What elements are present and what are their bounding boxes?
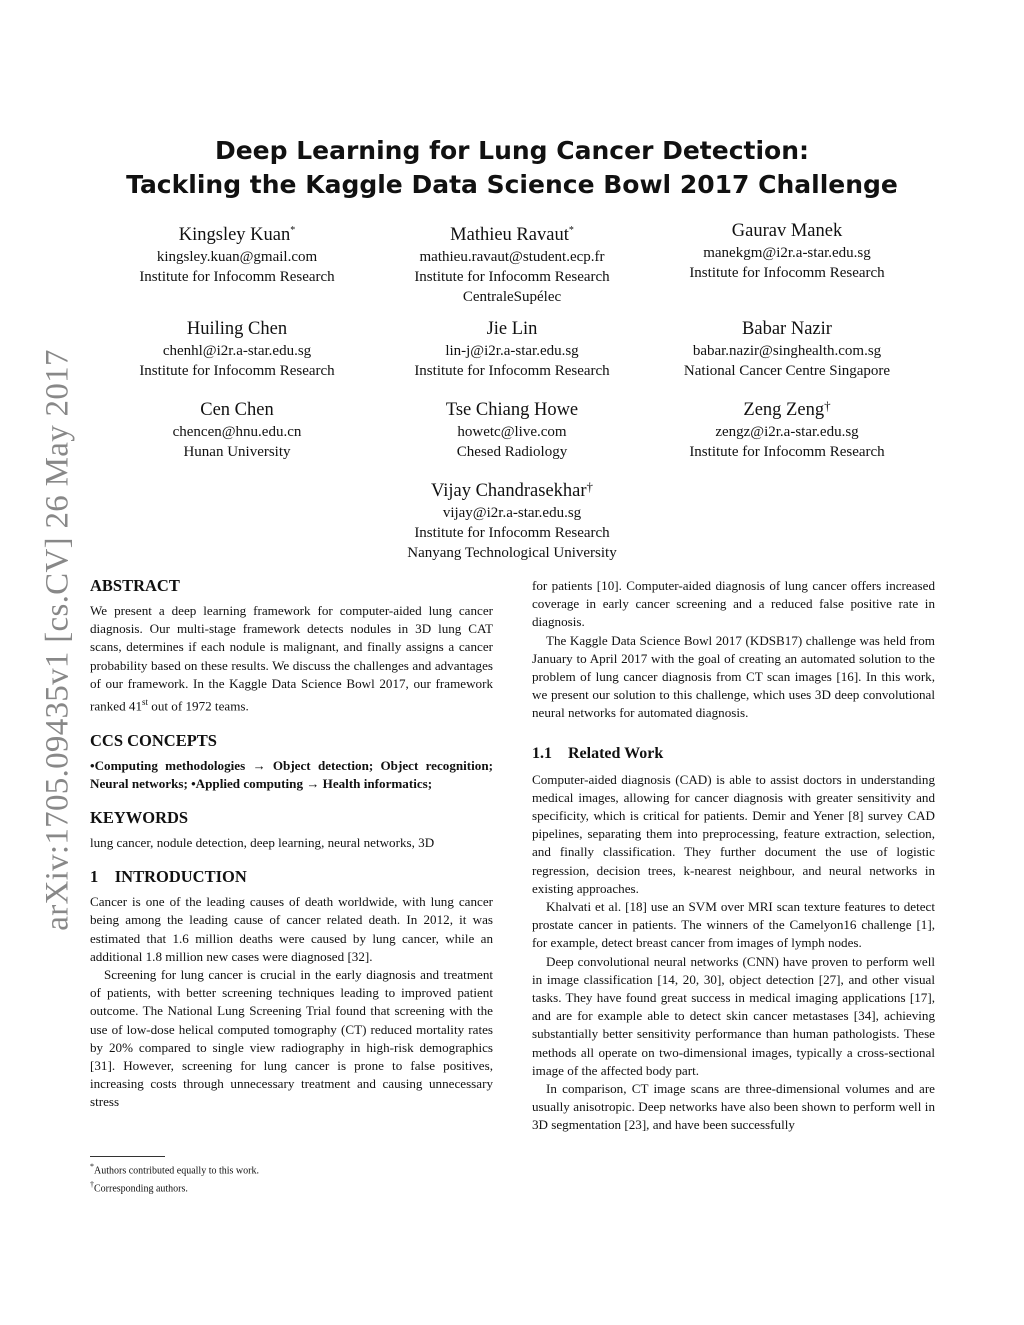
author-block — [352, 219, 672, 307]
author-name: Cen Chen — [200, 400, 274, 420]
intro-paragraph: The Kaggle Data Science Bowl 2017 (KDSB17) challenge was held from January to April 2017 with the goal of creating an automated solution to the problem of lung cancer diagnosis from CT scan images [16]. In this work, we present our solution to this challenge, which uses 3D deep convolutional neural networks for automated diagnosis. — [532, 632, 935, 721]
related-work-paragraph: Computer-aided diagnosis (CAD) is able to assist doctors in understanding medical images, allowing for cancer diagnosis with greater sensitivity and specificity, which is critical for patients. Demir and Yener [8] survey CAD pipelines, separating them into preprocessing, feature extraction, selection, and finally classification. They further document the use of logistic regression, decision trees, k-nearest neighbour, and neural networks in existing approaches. — [532, 771, 935, 896]
author-name: Huiling Chen — [186, 319, 288, 339]
paper-title — [0, 134, 1024, 202]
author-affiliation: Chesed Radiology — [456, 444, 568, 460]
footnotes — [90, 1156, 493, 1197]
related-work-paragraph: Khalvati et al. [18] use an SVM over MRI scan texture features to detect prostate cancer in patients. The winners of the Camelyon16 challenge [1], for example, detect breast cancer from images of lymph nodes. — [532, 899, 935, 951]
intro-paragraph: for patients [10]. Computer-aided diagnosis of lung cancer offers increased coverage in early cancer screening and a reduced false positive rate in diagnosis. — [532, 578, 935, 630]
author-affiliation: Hunan University — [183, 444, 291, 460]
author-email: howetc@live.com — [457, 424, 567, 440]
related-work-heading: 1.1 Related Work — [532, 744, 664, 762]
author-email: vijay@i2r.a-star.edu.sg — [442, 505, 582, 521]
ccs-heading: CCS CONCEPTS — [90, 730, 217, 750]
author-block — [352, 317, 672, 381]
author-email: mathieu.ravaut@student.ecp.fr — [419, 249, 605, 266]
author-affiliation: Institute for Infocomm Research — [414, 363, 610, 379]
intro-paragraph: Screening for lung cancer is crucial in the early diagnosis and treatment of patients, with better screening techniques leading to improved patient outcome. The National Lung Screening Trial found that screening with the use of low-dose helical computed tomography (CT) reduced mortality rates by 20% compared to single view radiography in high-risk demographics [31]. However, screening for lung cancer is prone to false positives, increasing costs through unnecessary treatment and causing unnecessary stress — [90, 967, 493, 1110]
author-email: kingsley.kuan@gmail.com — [156, 249, 318, 266]
author-block — [77, 219, 397, 287]
abstract-heading: ABSTRACT — [90, 576, 180, 595]
keywords-heading: KEYWORDS — [90, 807, 189, 827]
author-affiliation: Institute for Infocomm Research — [689, 265, 885, 281]
title-line-1: Deep Learning for Lung Cancer Detection: — [214, 136, 810, 165]
author-email: zengz@i2r.a-star.edu.sg — [715, 424, 859, 440]
author-email: lin-j@i2r.a-star.edu.sg — [445, 343, 579, 359]
author-email: chencen@hnu.edu.cn — [172, 424, 302, 440]
author-name: Gaurav Manek — [731, 221, 843, 241]
author-affiliation-2: CentraleSupélec — [462, 289, 562, 306]
author-email: manekgm@i2r.a-star.edu.sg — [703, 245, 871, 261]
author-affiliation: Institute for Infocomm Research — [689, 444, 885, 460]
author-name: Babar Nazir — [742, 319, 832, 339]
author-affiliation: Institute for Infocomm Research — [139, 363, 335, 379]
author-email: chenhl@i2r.a-star.edu.sg — [162, 343, 312, 359]
author-affiliation: Institute for Infocomm Research — [139, 269, 335, 286]
author-email: babar.nazir@singhealth.com.sg — [692, 343, 882, 359]
related-work-paragraph: Deep convolutional neural networks (CNN) have proven to perform well in image classification [14, 20, 30], object detection [27], and other visual tasks. They have found great success in medical imaging applications [17], and are for example able to detect skin cancer metastases [34], achieving substantially better sensitivity performance than human pathologists. These methods all operate on two-dimensional images, typically a cross-sectional image of the affected body part. — [532, 953, 935, 1078]
author-name: Jie Lin — [486, 319, 538, 339]
abstract-text: We present a deep learning framework for computer-aided lung cancer diagnosis. Our multi-stage framework detects nodules in 3D lung CAT scans, determines if each nodule is malignant, and finally assigns a cancer probability based on these results. We discuss the challenges and advantages of our framework. In the Kaggle Data Science Bowl 2017, our framework ranked 41st out of 1972 teams. — [90, 603, 493, 714]
author-name: Vijay Chandrasekhar† — [430, 479, 594, 501]
arxiv-identifier: arXiv:1705.09435v1 [cs.CV] 26 May 2017 — [39, 349, 76, 931]
author-affiliation-2: Nanyang Technological University — [407, 545, 617, 561]
author-name: Zeng Zeng† — [743, 398, 831, 420]
author-affiliation: Institute for Infocomm Research — [414, 269, 610, 286]
author-block — [77, 398, 397, 462]
ccs-text: •Computing methodologies → Object detection; Object recognition; Neural networks; •Applied computing → Health informatics; — [90, 757, 493, 791]
author-block — [352, 479, 672, 563]
author-name: Tse Chiang Howe — [445, 400, 579, 420]
left-column — [90, 575, 493, 1112]
author-affiliation: Institute for Infocomm Research — [414, 525, 610, 541]
keywords-text: lung cancer, nodule detection, deep learning, neural networks, 3D — [90, 834, 435, 850]
author-affiliation: National Cancer Centre Singapore — [683, 363, 891, 379]
author-block — [627, 219, 947, 283]
title-line-2: Tackling the Kaggle Data Science Bowl 2017 Challenge — [126, 170, 898, 199]
author-name: Kingsley Kuan* — [178, 225, 296, 246]
author-block — [77, 317, 397, 381]
right-column — [532, 577, 935, 1135]
footnote: †Corresponding authors. — [90, 1180, 188, 1195]
author-block — [352, 398, 672, 462]
author-block — [627, 317, 947, 381]
related-work-paragraph: In comparison, CT image scans are three-dimensional volumes and are usually anisotropic. Deep networks have also been shown to perform well in 3D segmentation [23], and have been successfully — [532, 1081, 935, 1133]
introduction-heading: 1 INTRODUCTION — [90, 867, 247, 887]
author-name: Mathieu Ravaut* — [450, 225, 574, 246]
footnote: *Authors contributed equally to this work. — [90, 1162, 259, 1177]
author-block — [627, 398, 947, 462]
footnote-rule — [90, 1156, 165, 1157]
intro-paragraph: Cancer is one of the leading causes of death worldwide, with lung cancer being among the leading cause of cancer related death. In 2012, it was estimated that 1.6 million deaths were caused by lung cancer, while an additional 1.8 million new cases were diagnosed [32]. — [90, 894, 493, 964]
